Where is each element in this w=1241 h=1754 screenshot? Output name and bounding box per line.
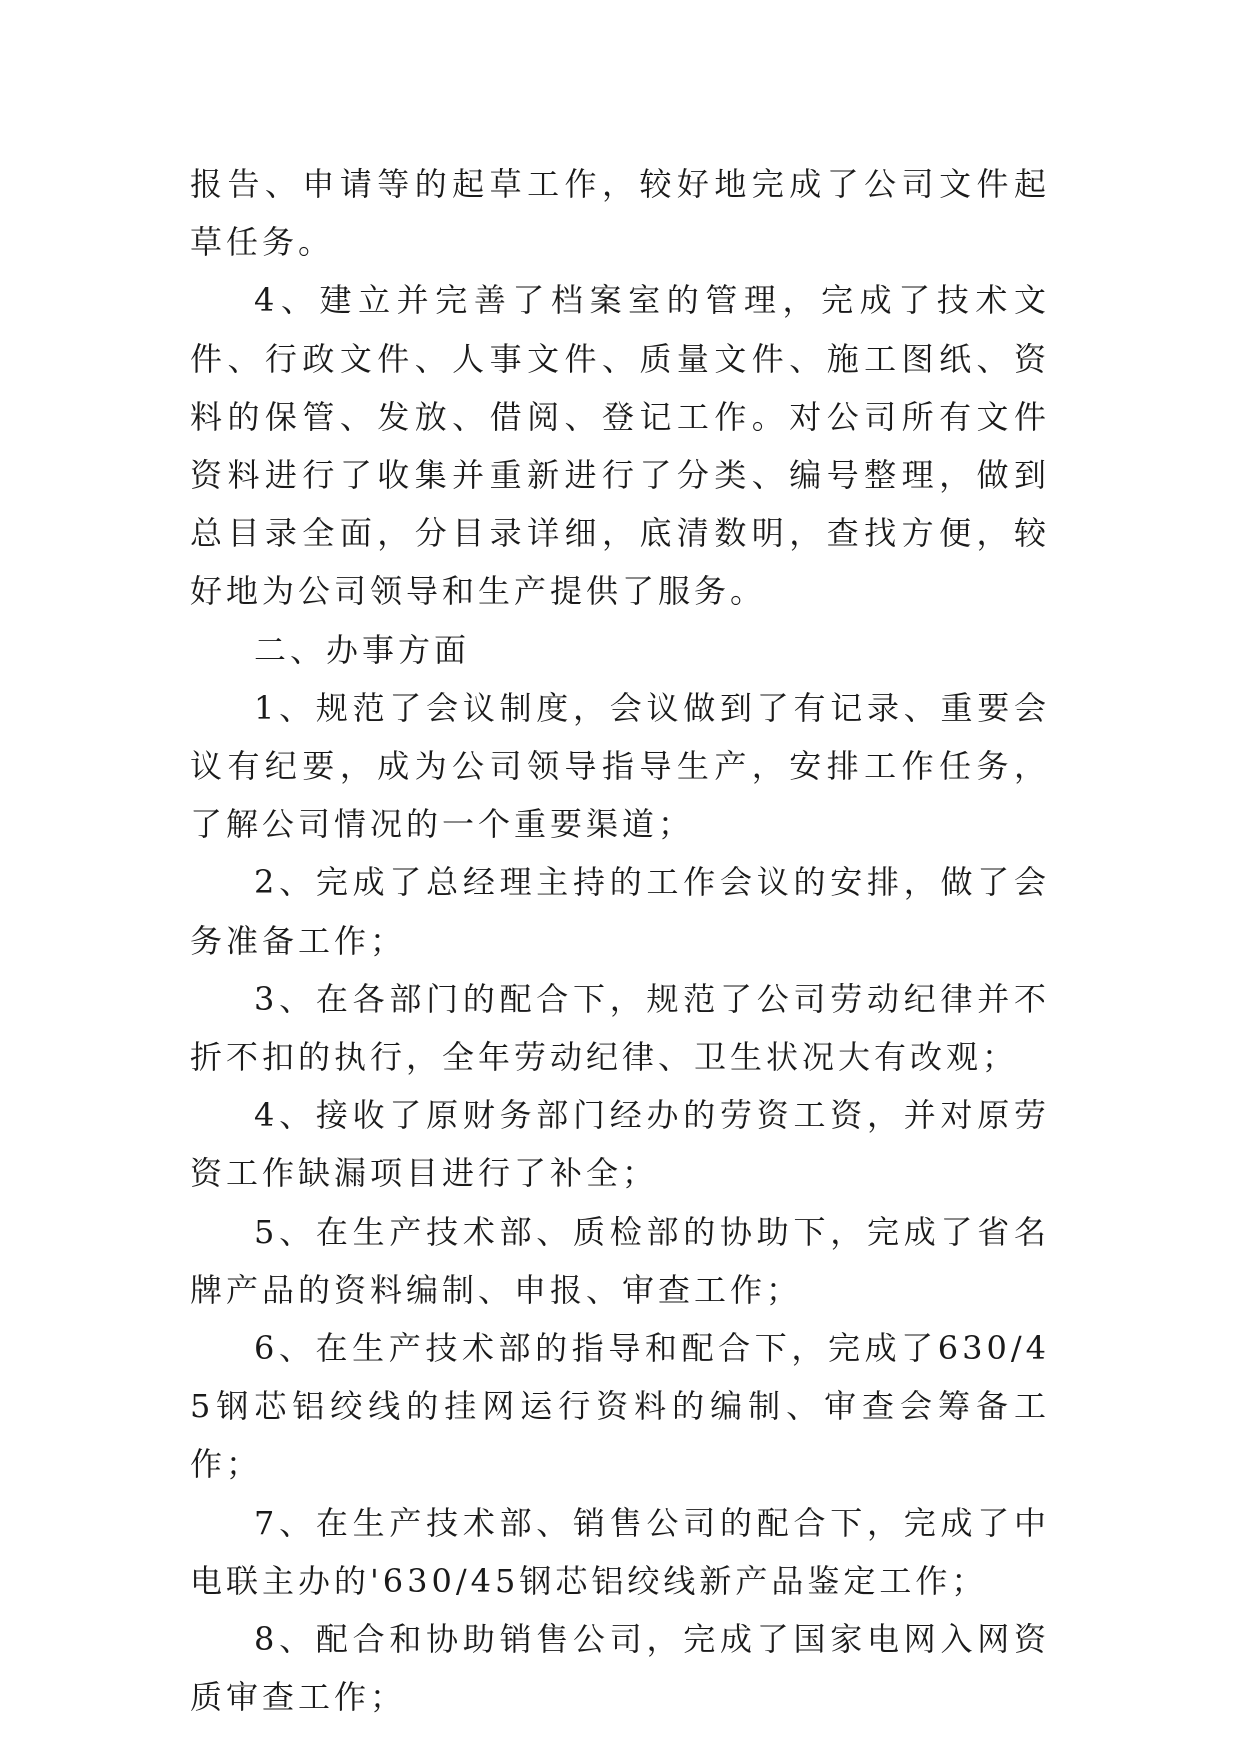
paragraph-drafting-summary: 报告、申请等的起草工作，较好地完成了公司文件起草任务。 xyxy=(190,165,1050,262)
paragraph-archive-management: 4、建立并完善了档案室的管理，完成了技术文件、行政文件、人事文件、质量文件、施工图纸、资料的保管、发放、借阅、登记工作。对公司所有文件资料进行了收集并重新进行了分类、编号整理，做到总目录全面，分目录详细，底清数明，查找方便，较好地为公司领导和生产提供了服务。 xyxy=(190,281,1050,611)
paragraph-item-7: 7、在生产技术部、销售公司的配合下，完成了中电联主办的'630/45钢芯铝绞线新产品鉴定工作； xyxy=(190,1503,1050,1600)
section-heading-affairs: 二、办事方面 xyxy=(254,630,471,669)
paragraph-item-1: 1、规范了会议制度，会议做到了有记录、重要会议有纪要，成为公司领导指导生产，安排工作任务，了解公司情况的一个重要渠道； xyxy=(190,688,1050,844)
paragraph-item-6: 6、在生产技术部的指导和配合下，完成了630/45钢芯铝绞线的挂网运行资料的编制、审查会筹备工作； xyxy=(190,1329,1050,1484)
paragraph-item-4: 4、接收了原财务部门经办的劳资工资，并对原劳资工作缺漏项目进行了补全； xyxy=(190,1096,1050,1193)
paragraph-item-5: 5、在生产技术部、质检部的协助下，完成了省名牌产品的资料编制、申报、审查工作； xyxy=(190,1212,1050,1309)
paragraph-item-8: 8、配合和协助销售公司，完成了国家电网入网资质审查工作； xyxy=(190,1620,1050,1717)
document-body xyxy=(190,155,1050,1726)
paragraph-item-3: 3、在各部门的配合下，规范了公司劳动纪律并不折不扣的执行，全年劳动纪律、卫生状况大有改观； xyxy=(190,979,1050,1077)
paragraph-item-2: 2、完成了总经理主持的工作会议的安排，做了会务准备工作； xyxy=(190,863,1050,960)
